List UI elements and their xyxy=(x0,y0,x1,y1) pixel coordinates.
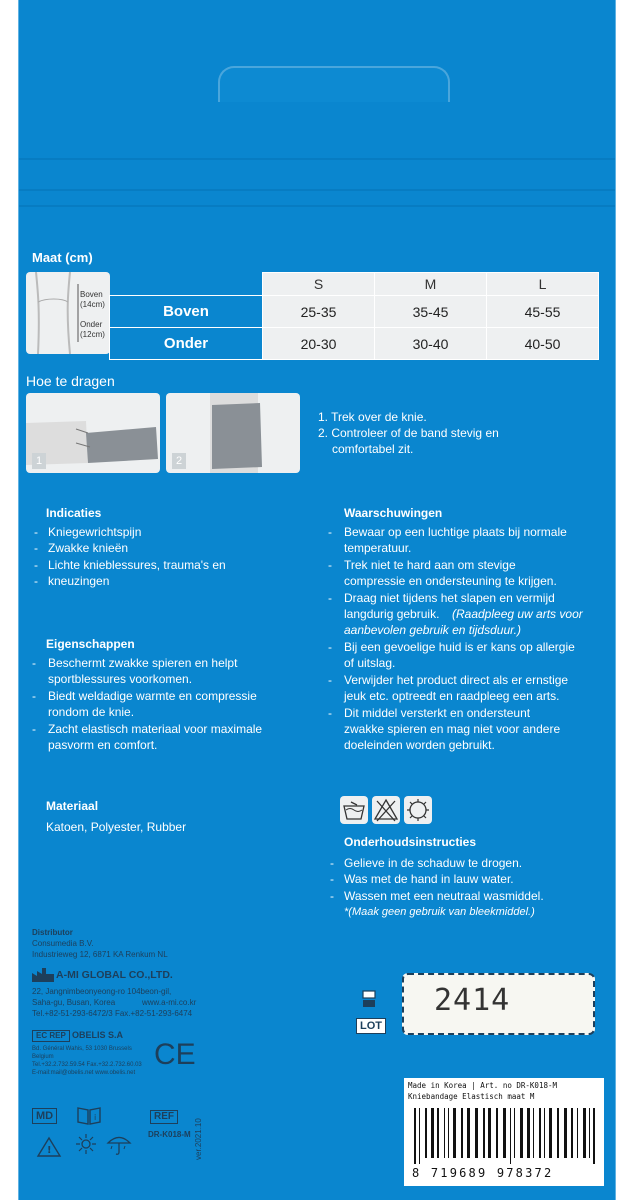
hang-tab-outline xyxy=(218,66,450,102)
barcode-bar xyxy=(571,1108,573,1158)
barcode-bar xyxy=(533,1108,534,1158)
fold-line xyxy=(19,158,615,160)
table-row xyxy=(110,296,599,328)
barcode-bar xyxy=(527,1108,530,1158)
barcode-bar xyxy=(503,1108,506,1158)
lot-handwritten-number: 2414 xyxy=(434,983,511,1018)
list-item: sportblessures voorkomen. xyxy=(48,672,193,686)
warning-line: (Raadpleeg uw arts voor xyxy=(452,607,583,621)
warning-line: Draag niet tijdens het slapen en vermijd xyxy=(344,591,555,605)
barcode-bar xyxy=(475,1108,478,1158)
how-to-wear-step: 1. Trek over de knie. xyxy=(318,410,427,424)
barcode-bar xyxy=(564,1108,567,1158)
size-column-header: L xyxy=(487,273,599,296)
table-cell: 35-45 xyxy=(375,296,487,328)
barcode-bar xyxy=(496,1108,498,1158)
barcode-bar xyxy=(431,1108,434,1158)
distributor-line: Industrieweg 12, 6871 KA Renkum NL xyxy=(32,950,168,959)
list-item: pasvorm en comfort. xyxy=(48,738,158,752)
how-to-wear-step: 2. Controleer of de band stevig en xyxy=(318,426,499,440)
table-corner xyxy=(110,273,263,296)
upper-measure: (14cm) xyxy=(80,300,105,309)
warnings-title: Waarschuwingen xyxy=(344,506,443,520)
care-list xyxy=(328,855,544,904)
barcode-bar xyxy=(448,1108,449,1158)
barcode-bar xyxy=(514,1108,515,1158)
keep-away-from-sunlight-icon xyxy=(74,1132,98,1161)
size-table-header xyxy=(110,273,599,296)
lot-label: LOT xyxy=(356,1018,386,1034)
distributor-title: Distributor xyxy=(32,928,73,937)
knee-measure-diagram xyxy=(26,272,110,354)
ec-rep-line: Tel.+32.2.732.59.54 Fax.+32.2.732.60.03 xyxy=(32,1062,142,1068)
warning-line: zwakke spieren en mag niet voor andere xyxy=(344,722,561,736)
distributor-line: Consumedia B.V. xyxy=(32,939,94,948)
barcode-bar xyxy=(488,1108,491,1158)
ec-rep-line: Bd. Général Wahis, 53 1030 Brussels xyxy=(32,1046,132,1052)
lower-measure: (12cm) xyxy=(80,330,105,339)
properties-title: Eigenschappen xyxy=(46,637,135,651)
barcode-number: 8 719689 978372 xyxy=(412,1166,554,1180)
barcode-bar xyxy=(414,1108,416,1164)
ec-rep-line: E-mail:mail@obelis.net www.obelis.net xyxy=(32,1070,136,1076)
warning-line: Verwijder het product direct als er ernstige xyxy=(344,673,569,687)
barcode-bar xyxy=(520,1108,523,1158)
warning-line: jeuk etc. optreedt en raadpleeg een arts. xyxy=(344,689,560,703)
list-item: - Kniegewrichtspijn xyxy=(32,524,226,540)
no-bleach-icon xyxy=(372,796,400,824)
warning-line: temperatuur. xyxy=(344,541,412,555)
barcode-bar xyxy=(557,1108,559,1158)
step-number: 1 xyxy=(32,453,46,469)
barcode-bar xyxy=(453,1108,456,1158)
manufacturer-name: A-MI GLOBAL CO.,LTD. xyxy=(56,969,173,981)
list-item: rondom de knie. xyxy=(48,705,135,719)
list-item-marker: - xyxy=(328,591,332,605)
barcode-bar xyxy=(483,1108,485,1158)
label-line: Made in Korea | Art. no DR-K018-M xyxy=(408,1081,558,1090)
row-label: Boven xyxy=(110,296,263,328)
list-item: - Lichte knieblessures, trauma's en xyxy=(32,557,226,573)
list-item: Beschermt zwakke spieren en helpt xyxy=(48,656,238,670)
care-title: Onderhoudsinstructies xyxy=(344,835,477,849)
list-item-marker: - xyxy=(328,558,332,572)
barcode-bar xyxy=(467,1108,470,1158)
warning-line: doeleinden worden gebruikt. xyxy=(344,738,495,752)
table-cell: 40-50 xyxy=(487,328,599,360)
material-text: Katoen, Polyester, Rubber xyxy=(46,820,187,834)
list-item: Zacht elastisch materiaal voor maximale xyxy=(48,722,263,736)
care-note: *(Maak geen gebruik van bleekmiddel.) xyxy=(344,906,535,918)
table-cell: 45-55 xyxy=(487,296,599,328)
barcode-bar xyxy=(544,1108,545,1158)
svg-text:!: ! xyxy=(47,1145,52,1156)
manufacturer-website: www.a-mi.co.kr xyxy=(142,998,197,1007)
barcode-bar xyxy=(461,1108,463,1158)
barcode-bar xyxy=(549,1108,552,1158)
ec-rep-label: EC REP xyxy=(32,1030,70,1042)
list-item-marker: - xyxy=(328,640,332,654)
barcode-bar xyxy=(589,1108,590,1158)
factory-icon xyxy=(32,968,54,982)
barcode-bar xyxy=(583,1108,586,1158)
material-title: Materiaal xyxy=(46,799,99,813)
list-item-marker: - xyxy=(32,689,36,703)
product-label xyxy=(404,1078,604,1186)
fold-line xyxy=(19,189,615,191)
lower-label: Onder xyxy=(80,320,103,329)
indications-title: Indicaties xyxy=(46,506,102,520)
label-line: Kniebandage Elastisch maat M xyxy=(408,1092,535,1101)
warning-line: langdurig gebruik. xyxy=(344,607,440,621)
step-1-illustration xyxy=(26,393,160,473)
ec-rep-line: Belgium xyxy=(32,1054,54,1060)
warning-line: Trek niet te hard aan om stevige xyxy=(344,558,516,572)
list-item: - Gelieve in de schaduw te drogen. xyxy=(328,855,544,871)
manufacturer-line: 22, Jangnimbeonyeong-ro 104beon-gil, xyxy=(32,987,172,996)
warning-line: Dit middel versterkt en ondersteunt xyxy=(344,706,531,720)
list-item: - Zwakke knieën xyxy=(32,540,226,556)
warning-line: Bewaar op een luchtige plaats bij normale xyxy=(344,525,567,539)
step-2-illustration xyxy=(166,393,300,473)
hand-wash-icon xyxy=(340,796,368,824)
upper-label: Boven xyxy=(80,290,103,299)
warning-line: aanbevolen gebruik en tijdsduur.) xyxy=(344,623,522,637)
table-cell: 20-30 xyxy=(263,328,375,360)
barcode-bar xyxy=(444,1108,445,1158)
svg-text:i: i xyxy=(94,1113,97,1122)
list-item-marker: - xyxy=(32,722,36,736)
list-item: - kneuzingen xyxy=(32,573,226,589)
list-item: Biedt weldadige warmte en compressie xyxy=(48,689,257,703)
list-item-marker: - xyxy=(32,656,36,670)
size-column-header: M xyxy=(375,273,487,296)
manufacturer-line: Tel.+82-51-293-6472/3 Fax.+82-51-293-6474 xyxy=(32,1009,193,1018)
no-tumble-dry-icon xyxy=(404,796,432,824)
warning-line: compressie en ondersteuning te krijgen. xyxy=(344,574,557,588)
warning-icon xyxy=(36,1136,62,1163)
ec-rep-name: OBELIS S.A xyxy=(72,1030,124,1040)
keep-dry-icon xyxy=(106,1132,132,1161)
size-table xyxy=(109,272,599,360)
list-item-marker: - xyxy=(328,673,332,687)
step-number: 2 xyxy=(172,453,186,469)
table-cell: 25-35 xyxy=(263,296,375,328)
ref-label: REF xyxy=(150,1110,178,1124)
ce-mark: CE xyxy=(154,1038,196,1071)
ifu-icon xyxy=(76,1106,102,1131)
list-item: - Was met de hand in lauw water. xyxy=(328,871,544,887)
lot-sticker xyxy=(402,973,595,1035)
fold-line xyxy=(19,205,615,207)
table-row xyxy=(110,328,599,360)
barcode-bar xyxy=(593,1108,595,1164)
barcode-bar xyxy=(437,1108,439,1158)
md-label: MD xyxy=(32,1108,57,1124)
size-column-header: S xyxy=(263,273,375,296)
barcode-bar xyxy=(577,1108,578,1158)
warning-line: Bij een gevoelige huid is er kans op allergie xyxy=(344,640,575,654)
list-item-marker: - xyxy=(328,706,332,720)
version-text: ver.2021.10 xyxy=(194,1118,203,1160)
barcode xyxy=(410,1108,600,1164)
barcode-bar xyxy=(419,1108,420,1164)
list-item: - Wassen met een neutraal wasmiddel. xyxy=(328,888,544,904)
barcode-bar xyxy=(510,1108,511,1164)
manufacturer-line: Saha-gu, Busan, Korea xyxy=(32,998,116,1007)
indications-list xyxy=(32,524,226,590)
list-item-marker: - xyxy=(328,525,332,539)
hourglass-icon xyxy=(362,990,376,1013)
size-chart-title: Maat (cm) xyxy=(32,250,93,265)
how-to-wear-title: Hoe te dragen xyxy=(26,373,115,389)
ref-code: DR-K018-M xyxy=(148,1130,191,1139)
barcode-bar xyxy=(425,1108,427,1158)
warning-line: of uitslag. xyxy=(344,656,396,670)
table-cell: 30-40 xyxy=(375,328,487,360)
barcode-bar xyxy=(539,1108,541,1158)
row-label: Onder xyxy=(110,328,263,360)
how-to-wear-step: comfortabel zit. xyxy=(332,442,414,456)
